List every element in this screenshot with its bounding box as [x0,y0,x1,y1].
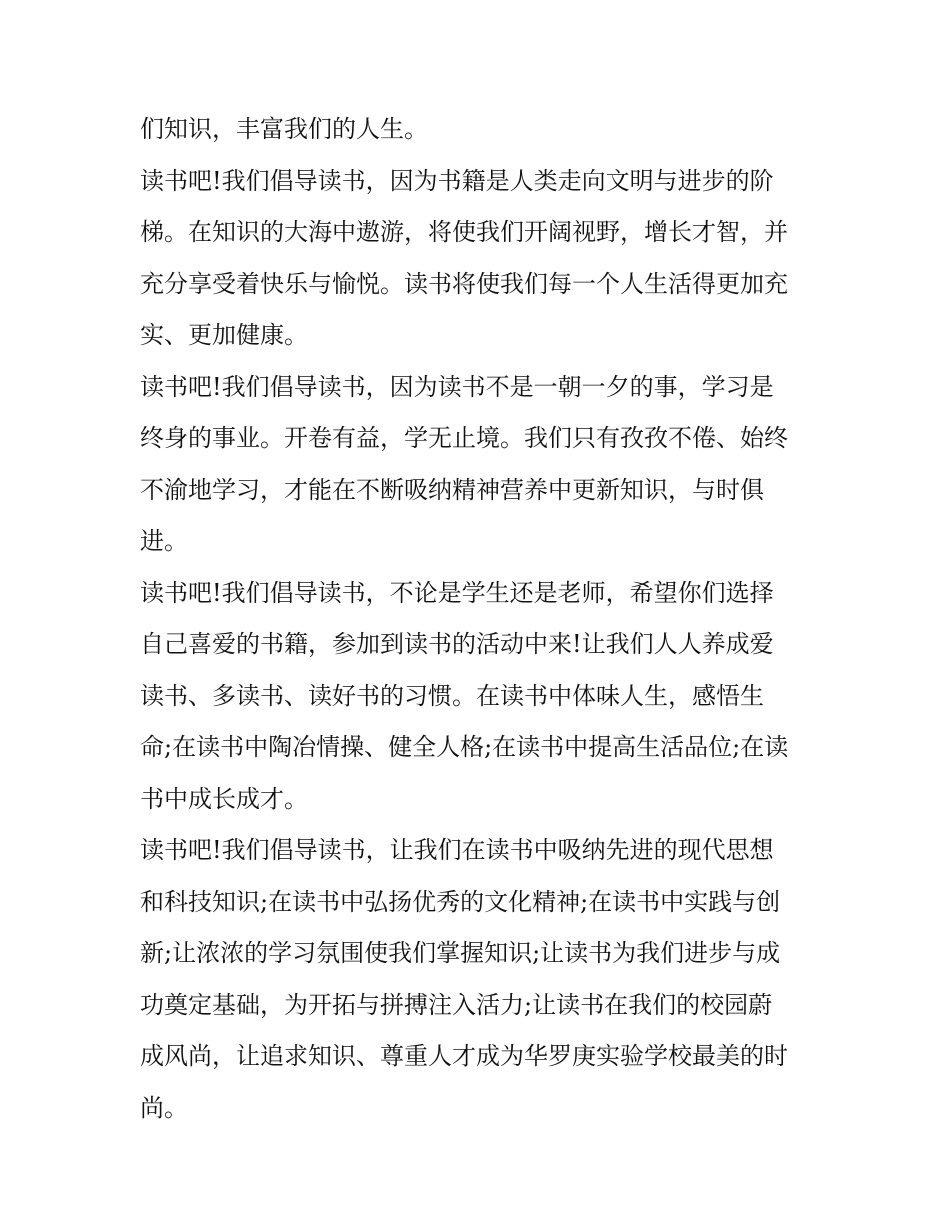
text-line: 新;让浓浓的学习氛围使我们掌握知识;让读书为我们进步与成 [140,939,781,967]
text-line: 和科技知识;在读书中弘扬优秀的文化精神;在读书中实践与创 [140,887,781,916]
text-line: 不渝地学习，才能在不断吸纳精神营养中更新知识，与时俱 [140,475,764,504]
text-line: 尚。 [140,1093,188,1122]
text-line: 进。 [140,527,188,555]
text-line: 读书吧!我们倡导读书，让我们在读书中吸纳先进的现代思想 [140,836,774,864]
text-line: 书中成长成才。 [140,784,308,813]
text-line: 功奠定基础，为开拓与拼搏注入活力;让读书在我们的校园蔚 [140,990,773,1019]
text-line: 们知识，丰富我们的人生。 [140,115,428,143]
text-line: 梯。在知识的大海中遨游，将使我们开阔视野，增长才智，并 [140,218,788,246]
text-line: 命;在读书中陶冶情操、健全人格;在读书中提高生活品位;在读 [140,733,789,761]
text-line: 实、更加健康。 [140,321,308,349]
text-line: 终身的事业。开卷有益，学无止境。我们只有孜孜不倦、始终 [140,424,788,452]
text-line: 自己喜爱的书籍，参加到读书的活动中来!让我们人人养成爱 [140,630,774,658]
text-line: 读书、多读书、读好书的习惯。在读书中体味人生，感悟生 [140,681,764,710]
text-line: 成风尚，让追求知识、尊重人才成为华罗庚实验学校最美的时 [140,1042,788,1070]
text-line: 充分享受着快乐与愉悦。读书将使我们每一个人生活得更加充 [140,269,788,298]
text-line: 读书吧!我们倡导读书，因为书籍是人类走向文明与进步的阶 [140,166,774,195]
body-text [140,104,820,1134]
text-line: 读书吧!我们倡导读书，因为读书不是一朝一夕的事，学习是 [140,372,774,401]
text-line: 读书吧!我们倡导读书，不论是学生还是老师，希望你们选择 [140,578,774,607]
